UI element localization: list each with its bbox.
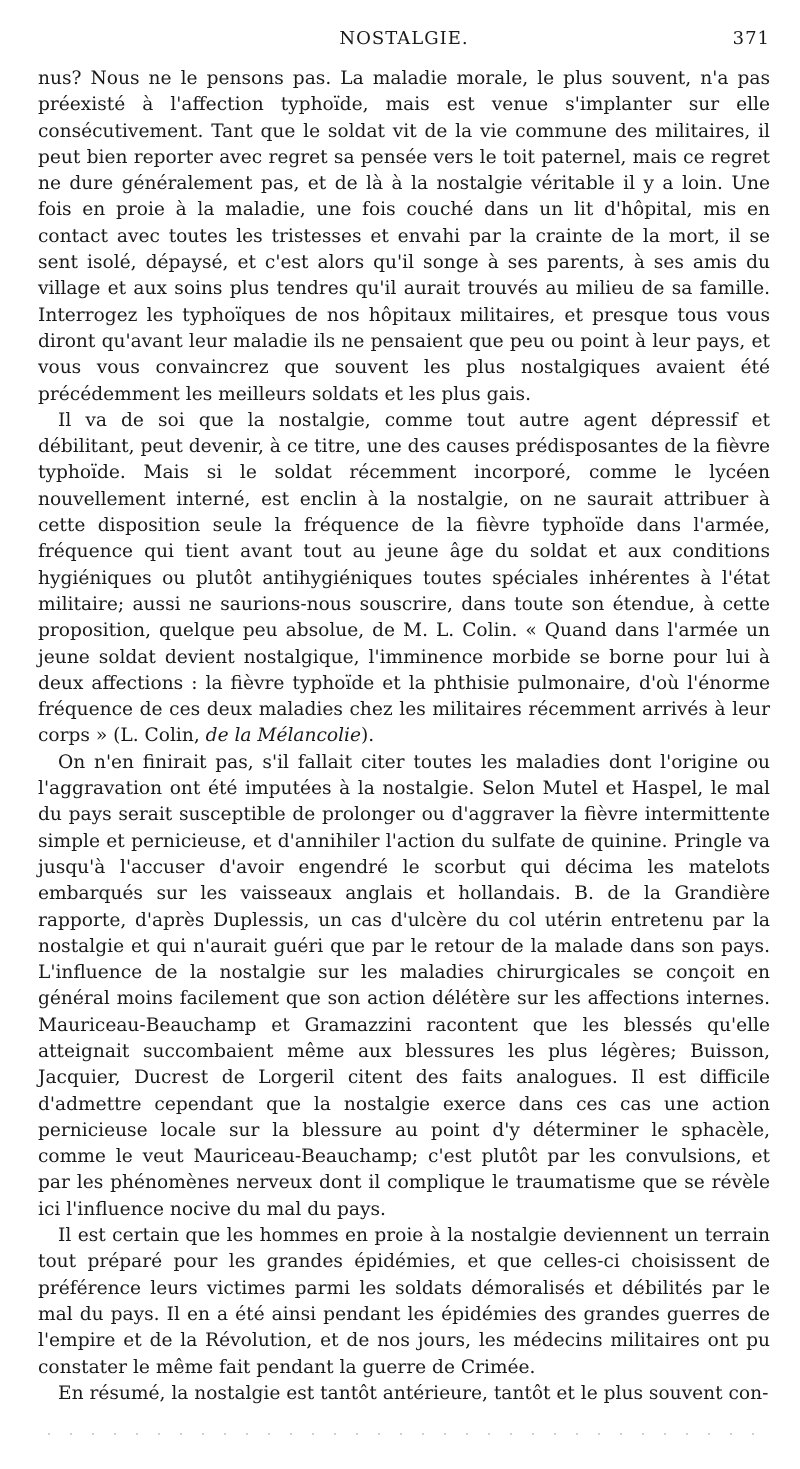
paragraph-1: nus? Nous ne le pensons pas. La maladie morale, le plus souvent, n'a pas préexisté à l'affection typhoïde, mais est venue s'implanter sur elle consécutivement. Tant que le soldat vit de la vie commune des militaires, il peut bien reporter avec regret sa pensée vers le toit paternel, mais ce regret ne dure généralement pas, et de là à la nostalgie véritable il y a loin. Une fois en proie à la maladie, une fois couché dans un lit d'hôpital, mis en contact avec toutes les tristesses et envahi par la crainte de la mort, il se sent isolé, dépaysé, et c'est alors qu'il songe à ses parents, à ses amis du village et aux soins plus tendres qu'il aurait trouvés au milieu de sa famille. Interrogez les typhoïques de nos hôpitaux militaires, et presque tous vous diront qu'avant leur maladie ils ne pensaient que peu ou point à leur pays, et vous vous convaincrez que souvent les plus nostalgiques avaient été précédemment les meilleurs soldats et les plus gais. — [38, 68, 770, 405]
page-number: 371 — [732, 28, 770, 49]
paragraph-2 — [38, 408, 770, 750]
citation-closing: ). — [361, 725, 375, 747]
body-text — [38, 66, 770, 1407]
scan-noise-footer — [38, 1432, 770, 1436]
running-title: NOSTALGIE. — [339, 28, 469, 49]
paragraph-4: Il est certain que les hommes en proie à la nostalgie deviennent un terrain tout préparé pour les grandes épidémies, et que celles-ci choisissent de préférence leurs victimes parmi les soldats démoralisés et débilités par le mal du pays. Il en a été ainsi pendant les épidémies des grandes guerres de l'empire et de la Révolution, et de nos jours, les médecins militaires ont pu constater le même fait pendant la guerre de Crimée. — [38, 1225, 770, 1378]
citation-title: de la Mélancolie — [205, 725, 361, 747]
paragraph-5: En résumé, la nostalgie est tantôt antérieure, tantôt et le plus souvent con- — [58, 1382, 769, 1404]
page-header — [38, 28, 770, 58]
paragraph-3: On n'en finirait pas, s'il fallait citer toutes les maladies dont l'origine ou l'aggravation ont été imputées à la nostalgie. Selon Mutel et Haspel, le mal du pays serait susceptible de prolonger ou d'aggraver la fièvre intermittente simple et pernicieuse, et d'annihiler l'action du sulfate de quinine. Pringle va jusqu'à l'accuser d'avoir engendré le scorbut qui décima les matelots embarqués sur les vaisseaux anglais et hollandais. B. de la Grandière rapporte, d'après Duplessis, un cas d'ulcère du col utérin entretenu par la nostalgie et qui n'aurait guéri que par le retour de la malade dans son pays. L'influence de la nostalgie sur les maladies chirurgicales se conçoit en général moins facilement que son action délétère sur les affections internes. Mauriceau-Beauchamp et Gramazzini racontent que les blessés qu'elle atteignait succombaient même aux blessures les plus légères; Buisson, Jacquier, Ducrest de Lorgeril citent des faits analogues. Il est difficile d'admettre cependant que la nostalgie exerce dans ces cas une action pernicieuse locale sur la blessure au point d'y déterminer le sphacèle, comme le veut Mauriceau-Beauchamp; c'est plutôt par les convulsions, et par les phénomènes nerveux dont il complique le traumatisme que se révèle ici l'influence nocive du mal du pays. — [38, 751, 770, 1220]
paragraph-2-text: Il va de soi que la nostalgie, comme tout autre agent dépressif et débilitant, peut devenir, à ce titre, une des causes prédisposantes de la fièvre typhoïde. Mais si le soldat récemment incorporé, comme le lycéen nouvellement interné, est enclin à la nostalgie, on ne saurait attribuer à cette disposition seule la fréquence de la fièvre typhoïde dans l'armée, fréquence qui tient avant tout au jeune âge du soldat et aux conditions hygiéniques ou plutôt antihygiéniques toutes spéciales inhérentes à l'état militaire; aussi ne saurions-nous souscrire, dans toute son étendue, à cette proposition, quelque peu absolue, de M. L. Colin. « Quand dans l'armée un jeune soldat devient nostalgique, l'imminence morbide se borne pour lui à deux affections : la fièvre typhoïde et la phthisie pulmonaire, d'où l'énorme fréquence de ces deux maladies chez les militaires récemment arrivés à leur corps » (L. Colin, — [38, 409, 770, 747]
book-page — [38, 28, 770, 1407]
